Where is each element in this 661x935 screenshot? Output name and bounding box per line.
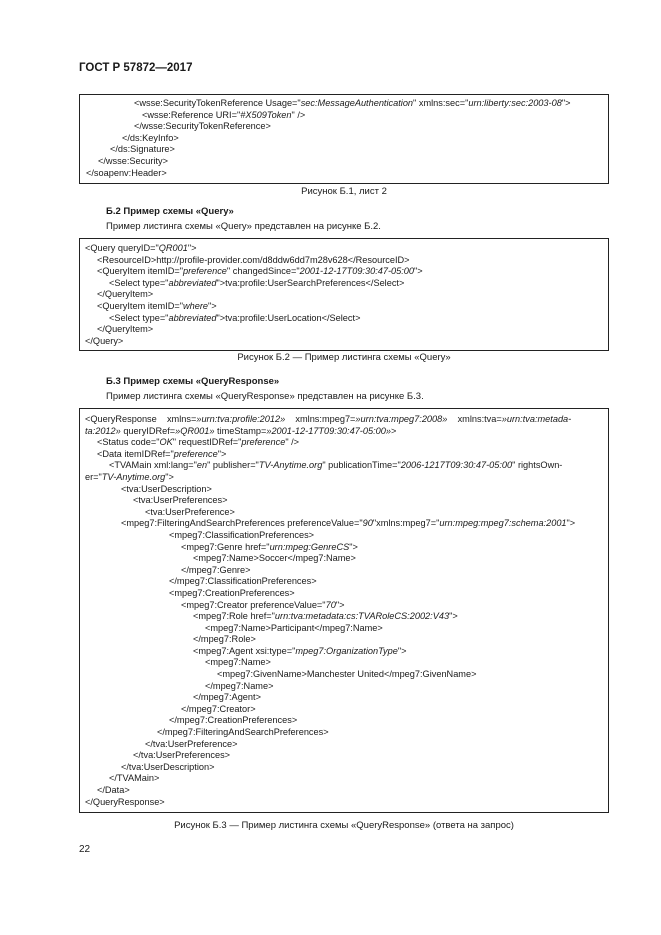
code-text: xmlns:tva= <box>447 414 502 424</box>
code-text: " xmlns:sec=" <box>413 98 469 108</box>
code-text: <wsse:Reference URI=" <box>142 109 241 120</box>
code-text: xmlns:mpeg7= <box>285 414 356 424</box>
page-number: 22 <box>79 844 91 855</box>
code-text: <mpeg7:ClassificationPreferences> <box>169 529 315 540</box>
code-text: " changedSince=" <box>226 266 300 277</box>
code-value: preference <box>182 266 227 277</box>
code-text: </Query> <box>85 335 124 346</box>
code-text: "> <box>208 300 217 311</box>
code-listing <box>85 414 604 808</box>
code-line <box>85 739 604 751</box>
code-value: urn:tva:metadata:cs:TVARoleCS:2002:V43 <box>274 611 450 622</box>
code-line <box>85 414 604 426</box>
code-text: <Select type=" <box>109 277 169 288</box>
code-line <box>85 611 604 623</box>
code-text: <tva:UserPreference> <box>145 506 235 517</box>
code-line <box>85 553 604 565</box>
code-text: </QueryItem> <box>97 324 154 335</box>
code-text: </mpeg7:Role> <box>193 634 256 645</box>
code-line <box>85 634 604 646</box>
code-line <box>85 426 604 438</box>
code-text: <mpeg7:CreationPreferences> <box>169 587 295 598</box>
code-text: <mpeg7:Name>Participant</mpeg7:Name> <box>205 622 383 633</box>
code-line <box>85 301 604 313</box>
code-text: <QueryResponse xmlns= <box>85 414 197 424</box>
code-text: > <box>390 425 397 436</box>
code-listing <box>86 98 604 179</box>
code-value: preference <box>241 437 286 448</box>
code-text: </mpeg7:CreationPreferences> <box>169 715 298 726</box>
code-text: <mpeg7:Genre href=" <box>181 541 270 552</box>
code-text: </ds:Signature> <box>110 144 175 155</box>
code-line <box>85 681 604 693</box>
code-line <box>85 542 604 554</box>
code-value: »urn:tva:profile:2012» <box>196 414 286 424</box>
code-text: "xmlns:mpeg7=" <box>372 518 440 529</box>
code-text: </QueryResponse> <box>85 796 165 807</box>
code-text: <Data itemIDRef=" <box>97 448 174 459</box>
code-text: <tva:UserPreferences> <box>133 495 228 506</box>
code-text: "> <box>414 266 423 277</box>
code-value: OK <box>159 437 173 448</box>
code-text: queryIDRef= <box>120 425 176 436</box>
code-line <box>85 313 604 325</box>
code-text: er=" <box>85 471 102 482</box>
section-text-b3: Пример листинга схемы «QueryResponse» представлен на рисунке Б.3. <box>106 391 424 402</box>
code-line <box>85 460 604 472</box>
code-value: 2006-1217T09:30:47-05:00 <box>400 460 513 471</box>
code-value: »2001-12-17T09:30:47-05:00» <box>266 425 391 436</box>
code-value: abbreviated <box>168 277 217 288</box>
code-text: " /> <box>291 109 306 120</box>
code-text: <mpeg7:Role href=" <box>193 611 275 622</box>
code-line <box>85 507 604 519</box>
code-line <box>85 472 604 484</box>
code-line <box>85 518 604 530</box>
code-line <box>86 98 604 110</box>
code-value: TV-Anytime.org <box>101 471 166 482</box>
code-text: </mpeg7:Agent> <box>193 692 261 703</box>
code-text: timeStamp= <box>214 425 267 436</box>
code-text: </wsse:SecurityTokenReference> <box>134 121 271 132</box>
code-line <box>86 144 604 156</box>
code-listing <box>85 243 604 347</box>
code-line <box>85 669 604 681</box>
code-line <box>85 773 604 785</box>
code-text: <QueryItem itemID=" <box>97 266 183 277</box>
code-line <box>85 704 604 716</box>
code-text: </QueryItem> <box>97 289 154 300</box>
listing-b2 <box>79 238 609 351</box>
code-text: ">tva:profile:UserSearchPreferences</Select> <box>216 277 405 288</box>
code-line <box>85 278 604 290</box>
code-text: </tva:UserDescription> <box>121 761 215 772</box>
code-text: " publisher=" <box>207 460 259 471</box>
code-text: <mpeg7:GivenName>Manchester United</mpeg7:GivenName> <box>217 669 477 680</box>
code-line <box>85 565 604 577</box>
code-text: <mpeg7:Name>Soccer</mpeg7:Name> <box>193 553 356 564</box>
code-text: </TVAMain> <box>109 773 160 784</box>
code-value: »urn:tva:metada- <box>501 414 572 424</box>
code-value: where <box>182 300 209 311</box>
code-text: <tva:UserDescription> <box>121 483 212 494</box>
code-text: "> <box>217 448 227 459</box>
code-text: " rightsOwn- <box>512 460 563 471</box>
code-line <box>85 600 604 612</box>
code-line <box>85 797 604 809</box>
code-value: TV-Anytime.org <box>258 460 323 471</box>
section-heading-b2: Б.2 Пример схемы «Query» <box>106 206 234 217</box>
code-text: </tva:UserPreference> <box>145 738 238 749</box>
code-text: <mpeg7:Agent xsi:type=" <box>193 645 296 656</box>
code-value: ta:2012» <box>85 425 121 436</box>
code-line <box>85 762 604 774</box>
code-line <box>85 336 604 348</box>
figure-caption-b3: Рисунок Б.3 — Пример листинга схемы «QueryResponse» (ответа на запрос) <box>174 820 514 831</box>
code-line <box>85 530 604 542</box>
code-value: 2001-12-17T09:30:47-05:00 <box>299 266 415 277</box>
code-line <box>85 266 604 278</box>
code-line <box>85 495 604 507</box>
code-line <box>85 576 604 588</box>
code-text: " publicationTime=" <box>322 460 401 471</box>
code-line <box>85 657 604 669</box>
code-text: <Status code=" <box>97 437 160 448</box>
code-text: <QueryItem itemID=" <box>97 300 183 311</box>
code-value: sec:MessageAuthentication <box>300 98 414 108</box>
code-line <box>86 168 604 180</box>
code-text: "> <box>165 471 174 482</box>
code-line <box>85 692 604 704</box>
code-text: "> <box>561 98 571 108</box>
code-text: "> <box>397 645 407 656</box>
code-line <box>85 715 604 727</box>
code-value: preference <box>173 448 218 459</box>
code-text: "> <box>335 599 345 610</box>
code-text: </Data> <box>97 785 130 795</box>
code-text: " /> <box>285 437 300 448</box>
code-line <box>85 785 604 797</box>
code-text: </soapenv:Header> <box>86 167 167 178</box>
code-text: <mpeg7:Name> <box>205 657 271 668</box>
code-text: </mpeg7:ClassificationPreferences> <box>169 576 317 587</box>
code-text: "> <box>349 541 358 552</box>
code-text: </mpeg7:Genre> <box>181 564 251 575</box>
code-line <box>86 133 604 145</box>
code-line <box>85 449 604 461</box>
code-value: urn:mpeg:GenreCS <box>269 541 350 552</box>
code-value: »QR001» <box>175 425 215 436</box>
code-value: #X509Token <box>240 109 292 120</box>
code-text: <Query queryID=" <box>85 243 159 253</box>
code-value: 90 <box>362 518 373 529</box>
code-line <box>85 437 604 449</box>
figure-caption-b1: Рисунок Б.1, лист 2 <box>301 186 387 197</box>
code-line <box>86 156 604 168</box>
code-value: QR001 <box>158 243 188 253</box>
code-line <box>85 324 604 336</box>
code-line <box>85 623 604 635</box>
section-heading-b3: Б.3 Пример схемы «QueryResponse» <box>106 376 280 387</box>
code-text: </wsse:Security> <box>98 155 168 166</box>
code-value: mpeg7:OrganizationType <box>295 645 398 656</box>
code-text: <mpeg7:FilteringAndSearchPreferences preferenceValue=" <box>121 518 363 529</box>
document-header: ГОСТ Р 57872—2017 <box>79 62 193 74</box>
code-line <box>86 121 604 133</box>
code-text: </ds:KeyInfo> <box>122 132 179 143</box>
code-value: 70 <box>325 599 336 610</box>
code-text: <mpeg7:Creator preferenceValue=" <box>181 599 326 610</box>
code-line <box>85 484 604 496</box>
code-value: »urn:tva:mpeg7:2008» <box>355 414 448 424</box>
code-line <box>85 646 604 658</box>
code-text: </mpeg7:Name> <box>205 680 274 691</box>
code-text: " requestIDRef=" <box>172 437 242 448</box>
listing-b1-continued <box>79 94 609 184</box>
section-text-b2: Пример листинга схемы «Query» представлен на рисунке Б.2. <box>106 221 381 232</box>
code-line <box>85 289 604 301</box>
code-text: <Select type=" <box>109 312 169 323</box>
code-text: </mpeg7:Creator> <box>181 703 256 714</box>
code-text: ">tva:profile:UserLocation</Select> <box>216 312 361 323</box>
code-line <box>85 750 604 762</box>
code-value: urn:liberty:sec:2003-08 <box>468 98 562 108</box>
code-text: </tva:UserPreferences> <box>133 750 231 761</box>
code-line <box>85 727 604 739</box>
code-line <box>86 110 604 122</box>
code-text: "> <box>566 518 576 529</box>
code-text: <TVAMain xml:lang=" <box>109 460 197 471</box>
code-line <box>85 588 604 600</box>
code-text: "> <box>187 243 197 253</box>
code-value: abbreviated <box>168 312 217 323</box>
code-text: "> <box>449 611 458 622</box>
code-value: en <box>196 460 208 471</box>
figure-caption-b2: Рисунок Б.2 — Пример листинга схемы «Query» <box>237 352 451 363</box>
code-line <box>85 243 604 255</box>
code-text: </mpeg7:FilteringAndSearchPreferences> <box>157 727 329 738</box>
code-value: urn:mpeg:mpeg7:schema:2001 <box>439 518 567 529</box>
code-text: <wsse:SecurityTokenReference Usage=" <box>134 98 301 108</box>
code-line <box>85 255 604 267</box>
code-text: <ResourceID>http://profile-provider.com/d8ddw6dd7m28v628</ResourceID> <box>97 254 410 265</box>
listing-b3 <box>79 408 609 813</box>
